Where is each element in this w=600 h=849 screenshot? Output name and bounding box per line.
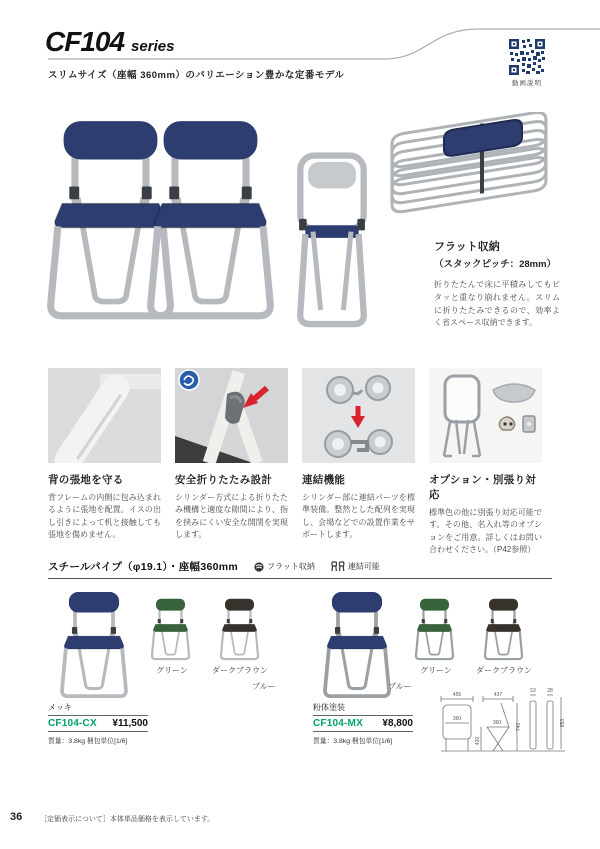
product2-chair-blue: [318, 589, 396, 703]
color-label-darkbrown: ダークブラウン: [212, 666, 268, 675]
feature-safe-folding-image: [175, 368, 288, 463]
color-label-green: グリーン: [420, 666, 452, 675]
footer-note: ［定価表示について］本体単品価格を表示しています。: [40, 816, 215, 823]
product1-chair-darkbrown: [217, 597, 262, 663]
dim-folded-depth: 53: [530, 688, 536, 694]
color-label-blue: ブルー: [252, 682, 276, 691]
feature-title: オプション・別張り対応: [429, 474, 537, 501]
product2-note: 質量：3.8kg 梱包単位[1/6]: [313, 738, 393, 745]
product1-price-row: [48, 715, 148, 732]
feature-title: 安全折りたたみ設計: [175, 474, 273, 486]
badge-label: 連結可能: [347, 562, 380, 571]
hero-chair-pair-right: [138, 115, 283, 329]
product2-model: CF104-MX: [313, 718, 363, 729]
feature-linking-image: [302, 368, 415, 463]
feature-body: シリンダー方式による折りたたみ機構と適度な隙間により、指を挟みにくい安全な開閉を実現します。: [175, 493, 288, 540]
dim-width: 455: [452, 692, 462, 698]
dim-folded-height: 853: [560, 718, 566, 728]
flat-storage-block: [434, 238, 560, 330]
flat-storage-title: フラット収納: [434, 241, 500, 253]
feature-title: 連結機能: [302, 474, 346, 486]
dim-seat-depth: 360: [492, 720, 502, 726]
feature-linking: [302, 368, 415, 542]
product1-price: ¥11,500: [112, 718, 148, 729]
feature-safe-folding: [175, 368, 288, 542]
dimension-drawing: [433, 683, 571, 763]
dim-stack-pitch: 28: [547, 688, 553, 694]
page-title: CF104: [45, 26, 125, 57]
dim-seat-width: 360: [452, 716, 462, 722]
page-number: 36: [10, 811, 23, 823]
product1-chair-green: [148, 597, 193, 663]
badge-label: フラット収納: [267, 562, 315, 571]
feature-options: [429, 368, 542, 557]
link-icon: [331, 561, 345, 572]
feature-body: 背フレームの内側に包み込まれるように張地を配置。イスの出し引きによって机と接触しても張地を傷めません。: [48, 493, 161, 540]
feature-body: 標準色の他に別張り対応可能です。その他、名入れ等のオプションをご用意。詳しくはお問い合わせください。（P42参照）: [429, 508, 542, 555]
product2-chair-green: [412, 597, 457, 663]
flat-storage-icon: [254, 562, 264, 572]
badge-linkable: [331, 561, 380, 572]
lineup-header: スチールパイプ（φ19.1）・座幅360mm: [48, 561, 239, 573]
feature-options-image: [429, 368, 542, 463]
dim-seat-height: 420: [475, 736, 481, 746]
flat-storage-pitch: （スタックピッチ：28mm）: [434, 259, 557, 270]
product1-finish: メッキ: [48, 703, 72, 712]
product1-model: CF104-CX: [48, 718, 97, 729]
color-label-green: グリーン: [156, 666, 188, 675]
hero-chair-stack: [388, 112, 558, 234]
page-title-series: series: [131, 38, 175, 55]
feature-title: 背の張地を守る: [48, 474, 124, 486]
page-subtitle: スリムサイズ（座幅 360mm）のバリエーション豊かな定番モデル: [48, 70, 345, 81]
product2-chair-darkbrown: [481, 597, 526, 663]
feature-protect-back-image: [48, 368, 161, 463]
lineup-header-row: [48, 559, 380, 574]
dim-height: 740: [516, 722, 522, 732]
lineup-divider: [48, 578, 552, 579]
hero-chair-folded: [272, 148, 392, 338]
feature-body: シリンダー部に連結パーツを標準装備。整然とした配列を実現し、会場などでの設置作業をサポートします。: [302, 493, 415, 540]
page-title-row: [45, 26, 174, 58]
color-label-darkbrown: ダークブラウン: [476, 666, 532, 675]
product1-note: 質量：3.8kg 梱包単位[1/6]: [48, 738, 128, 745]
feature-protect-back: [48, 368, 161, 542]
flat-storage-body: 折りたたんで床に平積みしてもピタッと重なり崩れません。スリムに折りたたみできるので、効率よく省スペース収納できます。: [434, 280, 560, 328]
product1-price-block: [48, 702, 148, 745]
dim-depth: 437: [493, 692, 503, 698]
product2-price-block: [313, 702, 413, 745]
product1-chair-blue: [55, 589, 133, 703]
qr-label: 動画説明: [512, 80, 542, 87]
badge-flat-storage: [254, 561, 315, 572]
product2-finish: 粉体塗装: [313, 703, 345, 712]
product2-price: ¥8,800: [382, 718, 413, 729]
qr-code: [508, 38, 546, 76]
product2-price-row: [313, 715, 413, 732]
color-label-blue: ブルー: [388, 682, 412, 691]
